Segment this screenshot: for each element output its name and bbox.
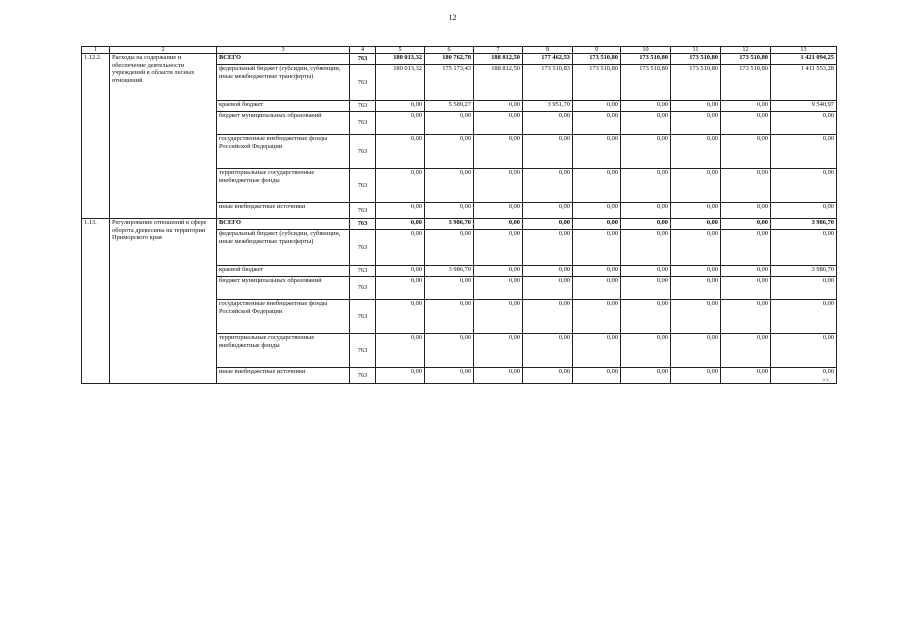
- budget-code: 763: [350, 112, 376, 135]
- amount-cell: 0,00: [425, 334, 474, 368]
- amount-cell: 0,00: [721, 169, 771, 203]
- amount-cell: 0,00: [721, 277, 771, 300]
- amount-cell: 0,00: [523, 277, 573, 300]
- budget-code: 763: [350, 219, 376, 230]
- amount-cell: 0,00: [474, 219, 523, 230]
- amount-cell: 0,00: [425, 135, 474, 169]
- amount-cell: 173 510,80: [621, 54, 671, 65]
- amount-cell: 173 510,83: [523, 65, 573, 101]
- amount-cell: 173 510,80: [573, 65, 621, 101]
- amount-cell: 0,00: [671, 368, 721, 384]
- amount-cell: 3 986,70: [425, 266, 474, 277]
- amount-cell: 0,00: [474, 300, 523, 334]
- amount-cell: 0,00: [621, 368, 671, 384]
- amount-cell: 0,00: [573, 277, 621, 300]
- amount-cell: 5 589,27: [425, 101, 474, 112]
- total-amount: 9 540,97: [771, 101, 837, 112]
- column-number-cell: 12: [721, 47, 771, 54]
- amount-cell: 0,00: [573, 368, 621, 384]
- amount-cell: 0,00: [573, 203, 621, 219]
- page-number: 12: [448, 13, 457, 22]
- amount-cell: 0,00: [621, 101, 671, 112]
- amount-cell: 0,00: [671, 135, 721, 169]
- amount-cell: 0,00: [425, 277, 474, 300]
- amount-cell: 0,00: [671, 101, 721, 112]
- funding-source: государственные внебюджетные фонды Российской Федерации: [217, 300, 350, 334]
- amount-cell: 188 812,50: [474, 65, 523, 101]
- amount-cell: 0,00: [376, 135, 425, 169]
- budget-code: 763: [350, 54, 376, 65]
- amount-cell: 0,00: [621, 230, 671, 266]
- amount-cell: 0,00: [621, 169, 671, 203]
- budget-code: 763: [350, 203, 376, 219]
- funding-source: краевой бюджет: [217, 266, 350, 277]
- budget-code: 763: [350, 135, 376, 169]
- column-number-cell: 2: [110, 47, 217, 54]
- amount-cell: 0,00: [573, 334, 621, 368]
- column-number-cell: 10: [621, 47, 671, 54]
- column-number-cell: 9: [573, 47, 621, 54]
- amount-cell: 0,00: [376, 112, 425, 135]
- amount-cell: 0,00: [573, 169, 621, 203]
- amount-cell: 175 173,43: [425, 65, 474, 101]
- amount-cell: 0,00: [721, 300, 771, 334]
- total-amount: 0,00: [771, 169, 837, 203]
- amount-cell: 180 013,32: [376, 54, 425, 65]
- amount-cell: 0,00: [671, 277, 721, 300]
- amount-cell: 0,00: [621, 277, 671, 300]
- amount-cell: 173 510,80: [721, 54, 771, 65]
- amount-cell: 0,00: [523, 112, 573, 135]
- total-amount: 1 421 094,25: [771, 54, 837, 65]
- funding-source: федеральный бюджет (субсидии, субвенции, иные межбюджетные трансферты): [217, 65, 350, 101]
- budget-code: 763: [350, 368, 376, 384]
- amount-cell: 0,00: [573, 300, 621, 334]
- budget-code: 763: [350, 266, 376, 277]
- funding-source: государственные внебюджетные фонды Российской Федерации: [217, 135, 350, 169]
- amount-cell: 3 986,70: [425, 219, 474, 230]
- amount-cell: 0,00: [474, 112, 523, 135]
- amount-cell: 0,00: [671, 203, 721, 219]
- amount-cell: 0,00: [474, 135, 523, 169]
- amount-cell: 0,00: [376, 203, 425, 219]
- budget-table: [81, 46, 837, 384]
- budget-code: 763: [350, 65, 376, 101]
- funding-source: бюджет муниципальных образований: [217, 112, 350, 135]
- amount-cell: 0,00: [721, 368, 771, 384]
- table-body: [82, 47, 837, 384]
- amount-cell: 0,00: [376, 230, 425, 266]
- amount-cell: 0,00: [425, 112, 474, 135]
- column-number-cell: 3: [217, 47, 350, 54]
- amount-cell: 0,00: [721, 266, 771, 277]
- total-amount: 1 411 553,28: [771, 65, 837, 101]
- section-title: Расходы на содержание и обеспечение деятельности учреждений в области лесных отношений: [110, 54, 217, 219]
- amount-cell: 0,00: [721, 101, 771, 112]
- column-number-cell: 7: [474, 47, 523, 54]
- section-index: 1.13.: [82, 219, 110, 384]
- amount-cell: 0,00: [376, 368, 425, 384]
- total-row: [82, 219, 837, 230]
- amount-cell: 0,00: [671, 230, 721, 266]
- amount-cell: 0,00: [621, 334, 671, 368]
- amount-cell: 0,00: [523, 368, 573, 384]
- total-amount: 0,00: [771, 230, 837, 266]
- column-number-cell: 11: [671, 47, 721, 54]
- funding-source: территориальные государственные внебюджетные фонды: [217, 169, 350, 203]
- amount-cell: 0,00: [474, 169, 523, 203]
- amount-cell: 0,00: [523, 219, 573, 230]
- amount-cell: 0,00: [474, 101, 523, 112]
- amount-cell: 0,00: [523, 266, 573, 277]
- amount-cell: 0,00: [671, 112, 721, 135]
- amount-cell: 0,00: [573, 266, 621, 277]
- column-number-cell: 13: [771, 47, 837, 54]
- total-amount: 3 986,70: [771, 266, 837, 277]
- amount-cell: 173 510,80: [621, 65, 671, 101]
- amount-cell: 0,00: [376, 277, 425, 300]
- amount-cell: 173 510,80: [573, 54, 621, 65]
- amount-cell: 0,00: [474, 266, 523, 277]
- budget-code: 763: [350, 230, 376, 266]
- total-amount: 0,00: [771, 334, 837, 368]
- amount-cell: 0,00: [376, 266, 425, 277]
- amount-cell: 0,00: [376, 334, 425, 368]
- funding-source: территориальные государственные внебюджетные фонды: [217, 334, 350, 368]
- amount-cell: 0,00: [621, 112, 671, 135]
- total-amount: 0,00: [771, 300, 837, 334]
- amount-cell: 173 510,80: [671, 54, 721, 65]
- total-amount: 0,00: [771, 135, 837, 169]
- funding-source: бюджет муниципальных образований: [217, 277, 350, 300]
- budget-code: 763: [350, 169, 376, 203]
- amount-cell: 0,00: [474, 277, 523, 300]
- total-amount: 0,00: [771, 368, 837, 384]
- budget-code: 763: [350, 334, 376, 368]
- amount-cell: 0,00: [523, 135, 573, 169]
- amount-cell: 188 812,50: [474, 54, 523, 65]
- column-number-cell: 6: [425, 47, 474, 54]
- end-mark: >>.: [822, 377, 831, 384]
- section-title: Регулирование отношений в сфере оборота древесины на территории Приморского края: [110, 219, 217, 384]
- amount-cell: 0,00: [376, 300, 425, 334]
- amount-cell: 0,00: [621, 300, 671, 334]
- section-index: 1.12.2.: [82, 54, 110, 219]
- column-number-cell: 5: [376, 47, 425, 54]
- amount-cell: 0,00: [721, 203, 771, 219]
- column-number-cell: 8: [523, 47, 573, 54]
- funding-source: иные внебюджетные источники: [217, 203, 350, 219]
- amount-cell: 0,00: [425, 300, 474, 334]
- amount-cell: 173 510,80: [671, 65, 721, 101]
- total-amount: 0,00: [771, 277, 837, 300]
- amount-cell: 0,00: [671, 334, 721, 368]
- amount-cell: 177 462,53: [523, 54, 573, 65]
- amount-cell: 0,00: [376, 101, 425, 112]
- amount-cell: 180 013,32: [376, 65, 425, 101]
- amount-cell: 0,00: [573, 112, 621, 135]
- funding-source: ВСЕГО: [217, 54, 350, 65]
- amount-cell: 0,00: [474, 230, 523, 266]
- amount-cell: 0,00: [621, 135, 671, 169]
- funding-source: федеральный бюджет (субсидии, субвенции, иные межбюджетные трансферты): [217, 230, 350, 266]
- funding-source: иные внебюджетные источники: [217, 368, 350, 384]
- amount-cell: 0,00: [425, 230, 474, 266]
- amount-cell: 0,00: [671, 219, 721, 230]
- amount-cell: 0,00: [523, 203, 573, 219]
- amount-cell: 0,00: [573, 101, 621, 112]
- amount-cell: 0,00: [376, 219, 425, 230]
- budget-code: 763: [350, 277, 376, 300]
- amount-cell: 0,00: [523, 300, 573, 334]
- amount-cell: 0,00: [573, 219, 621, 230]
- amount-cell: 0,00: [474, 203, 523, 219]
- total-amount: 3 986,70: [771, 219, 837, 230]
- total-amount: 0,00: [771, 112, 837, 135]
- amount-cell: 0,00: [573, 135, 621, 169]
- amount-cell: 0,00: [376, 169, 425, 203]
- column-number-row: [82, 47, 837, 54]
- column-number-cell: 4: [350, 47, 376, 54]
- amount-cell: 0,00: [721, 230, 771, 266]
- funding-source: ВСЕГО: [217, 219, 350, 230]
- amount-cell: 0,00: [721, 334, 771, 368]
- budget-code: 763: [350, 300, 376, 334]
- total-row: [82, 54, 837, 65]
- amount-cell: 0,00: [621, 203, 671, 219]
- amount-cell: 0,00: [523, 334, 573, 368]
- column-number-cell: 1: [82, 47, 110, 54]
- amount-cell: 0,00: [425, 203, 474, 219]
- amount-cell: 0,00: [523, 169, 573, 203]
- total-amount: 0,00: [771, 203, 837, 219]
- amount-cell: 0,00: [721, 135, 771, 169]
- amount-cell: 173 510,80: [721, 65, 771, 101]
- amount-cell: 180 762,70: [425, 54, 474, 65]
- amount-cell: 0,00: [671, 300, 721, 334]
- amount-cell: 0,00: [721, 219, 771, 230]
- funding-source: краевой бюджет: [217, 101, 350, 112]
- budget-code: 763: [350, 101, 376, 112]
- amount-cell: 0,00: [721, 112, 771, 135]
- amount-cell: 0,00: [573, 230, 621, 266]
- amount-cell: 0,00: [671, 169, 721, 203]
- amount-cell: 0,00: [425, 368, 474, 384]
- amount-cell: 0,00: [671, 266, 721, 277]
- amount-cell: 0,00: [523, 230, 573, 266]
- amount-cell: 0,00: [425, 169, 474, 203]
- amount-cell: 3 951,70: [523, 101, 573, 112]
- amount-cell: 0,00: [621, 266, 671, 277]
- amount-cell: 0,00: [621, 219, 671, 230]
- amount-cell: 0,00: [474, 334, 523, 368]
- amount-cell: 0,00: [474, 368, 523, 384]
